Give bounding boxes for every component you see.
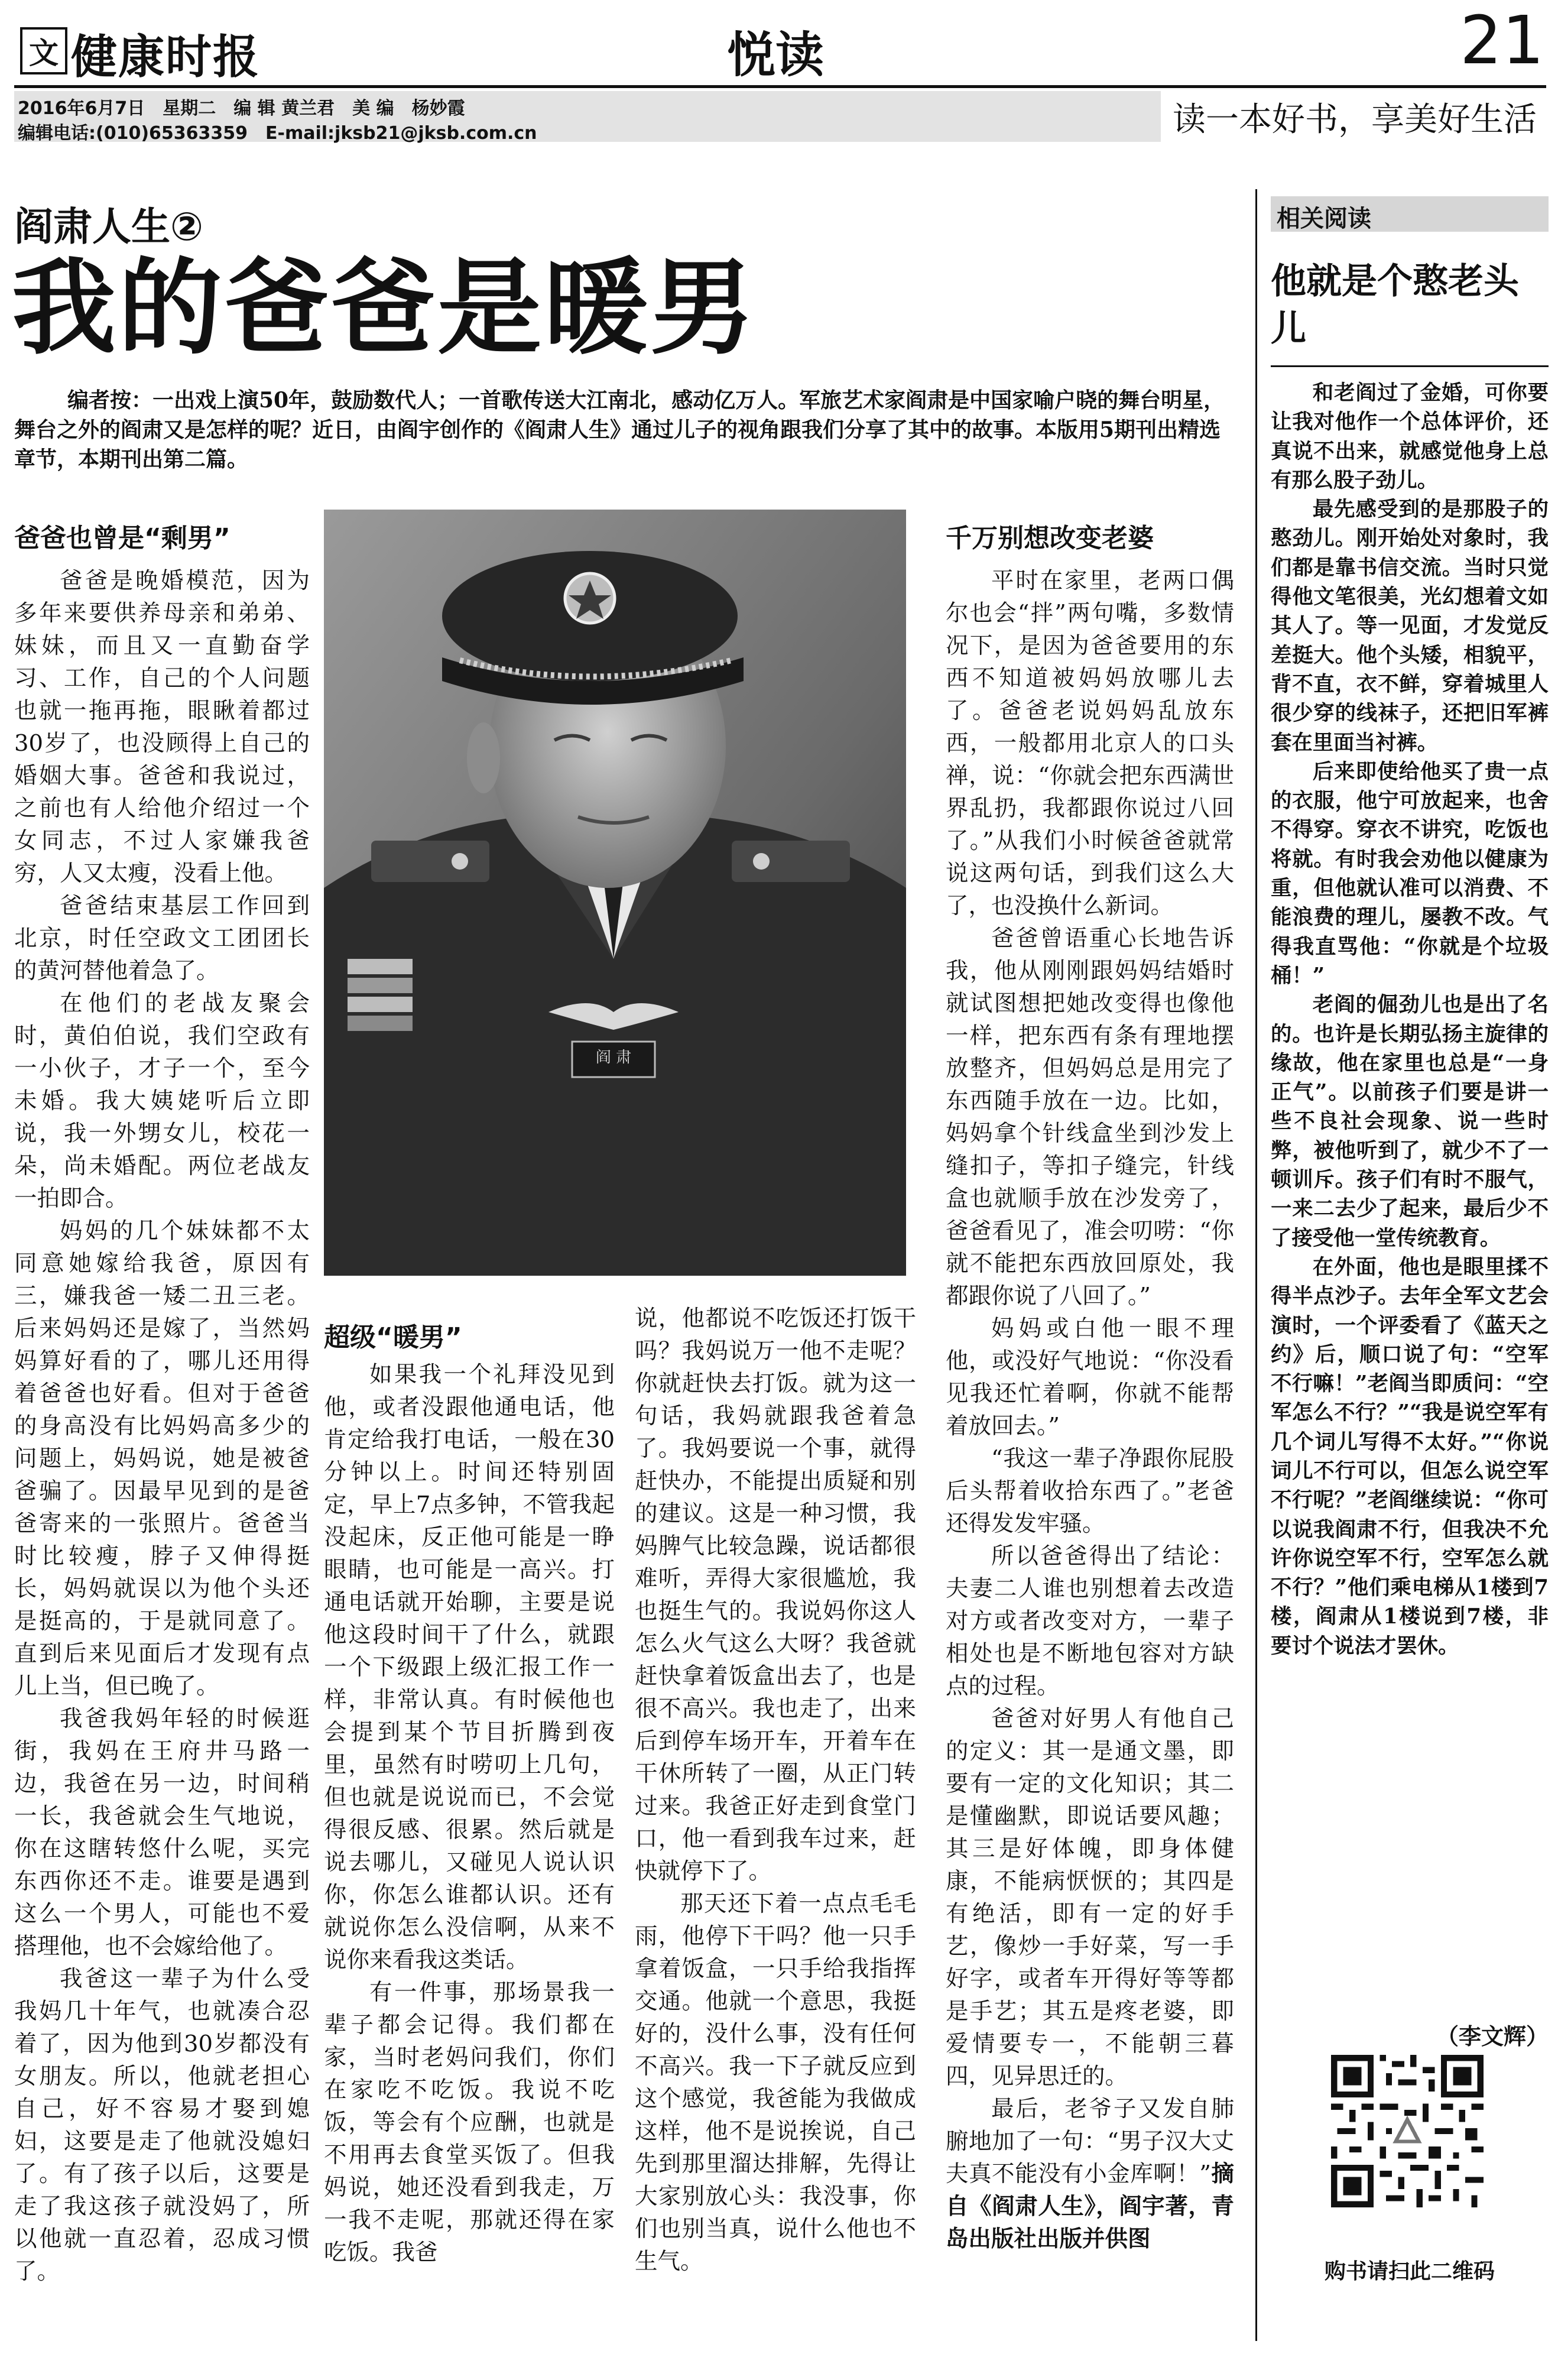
sidebar-rule bbox=[1271, 365, 1549, 367]
editor-contact: 编辑电话:(010)65363359 E-mail:jksb21@jksb.com.cn bbox=[18, 123, 537, 144]
paragraph: 最先感受到的是那股子的憨劲儿。刚开始处对象时，我们都是靠书信交流。当时只觉得他文笔很美，光幻想着文如其人了。等一见面，才发觉反差挺大。他个头矮，相貌平，背不直，衣不鲜，穿着城里人很少穿的线袜子，还把旧军裤套在里面当衬裤。 bbox=[1271, 497, 1549, 755]
article-column-2 bbox=[324, 1358, 615, 2269]
sidebar-article bbox=[1271, 378, 1549, 1661]
paragraph: “我这一辈子净跟你屁股后头帮着收拾东西了。”老爸还得发发牢骚。 bbox=[946, 1445, 1234, 1537]
paragraph: 我爸这一辈子为什么受我妈几十年气，也就凑合忍着了，因为他到30岁都没有女朋友。所以，他就老担心自己，好不容易才娶到媳妇，这要是走了他就没媳妇了。有了孩子以后，这要是走了我这孩子就没妈了，所以他就一直忍着，忍成习惯了。 bbox=[14, 1966, 310, 2285]
article-column-4 bbox=[946, 565, 1234, 2255]
portrait-illustration bbox=[324, 510, 906, 1276]
qr-code-icon[interactable] bbox=[1331, 2055, 1484, 2207]
article-column-3 bbox=[635, 1302, 916, 2278]
paragraph: 爸爸结束基层工作回到北京，时任空政文工团团长的黄河替他着急了。 bbox=[14, 893, 310, 984]
paragraph: 那天还下着一点点毛毛雨，他停下干吗？他一只手拿着饭盒，一只手给我指挥交通。他就一个意思，我挺好的，没什么事，没有任何不高兴。我一下子就反应到这个感觉，我爸能为我做成这样，他不是说挨说，自己先到那里溜达排解，先得让大家别放心头：我没事，你们也别当真，说什么他也不生气。 bbox=[635, 1891, 916, 2275]
article-column-1 bbox=[14, 565, 310, 2288]
page-number: 21 bbox=[1460, 2, 1544, 79]
paragraph-text: 最后，老爷子又发自肺腑地加了一句：“男子汉大丈夫真不能没有小金库啊！” bbox=[946, 2096, 1234, 2187]
subheading-col2: 超级“暖男” bbox=[324, 1322, 462, 1353]
paragraph: 老阎的倔劲儿也是出了名的。也许是长期弘扬主旋律的缘故，他在家里也总是“一身正气”。以前孩子们要是讲一些不良社会现象、说一些时弊，被他听到了，就少不了一顿训斥。孩子们有时不服气，一来二去少了起来，最后少不了接受他一堂传统教育。 bbox=[1271, 993, 1549, 1250]
paragraph: 后来即使给他买了贵一点的衣服，他宁可放起来，也舍不得穿。穿衣不讲究，吃饭也将就。有时我会劝他以健康为重，但他就认准可以消费、不能浪费的理儿，屡教不改。气得我直骂他：“你就是个垃圾桶！” bbox=[1271, 759, 1549, 988]
paragraph bbox=[946, 2093, 1234, 2255]
section-name: 悦读 bbox=[727, 27, 825, 83]
paragraph: 在外面，他也是眼里揉不得半点沙子。去年全军文艺会演时，一个评委看了《蓝天之约》后，顺口说了句：“空军不行嘛！”老阎当即质问：“空军怎么不行？”“我是说空军有几个词儿写得不太好。”“你说词儿不行可以，但怎么说空军不行呢？”老阎继续说：“你可以说我阎肃不行，但我决不允许你说空军不行，空军怎么就不行？”他们乘电梯从1楼到7楼，阎肃从1楼说到7楼，非要讨个说法才罢休。 bbox=[1271, 1254, 1549, 1658]
sidebar-divider bbox=[1255, 189, 1257, 2341]
subheading-col4: 千万别想改变老婆 bbox=[946, 523, 1154, 553]
paragraph: 说，他都说不吃饭还打饭干吗？我妈说万一他不走呢？你就赶快去打饭。就为这一句话，我妈就跟我爸着急了。我妈要说一个事，就得赶快办，不能提出质疑和别的建议。这是一种习惯，我妈脾气比较急躁，说话都很难听，弄得大家很尴尬，我也挺生气的。我说妈你这人怎么火气这么大呀？我爸就赶快拿着饭盒出去了，也是很不高兴。我也走了，出来后到停车场开车，开着车在干休所转了一圈，从正门转过来。我爸正好走到食堂门口，他一看到我车过来，赶快就停下了。 bbox=[635, 1305, 916, 1885]
series-label: 阎肃人生② bbox=[14, 204, 203, 249]
sidebar-title: 他就是个憨老头儿 bbox=[1271, 261, 1519, 349]
qr-code-graphic bbox=[1331, 2055, 1484, 2207]
masthead-rule bbox=[14, 85, 1546, 88]
subheading-col1: 爸爸也曾是“剩男” bbox=[14, 523, 231, 553]
paragraph: 所以爸爸得出了结论：夫妻二人谁也别想着去改造对方或者改变对方，一辈子相处也是不断地包容对方缺点的过程。 bbox=[946, 1543, 1234, 1700]
sidebar-author: （李文辉） bbox=[1436, 2024, 1549, 2050]
source-credit: 摘自《阎肃人生》，阎宇著，青岛出版社出版并供图 bbox=[946, 2161, 1234, 2252]
paragraph: 在他们的老战友聚会时，黄伯伯说，我们空政有一小伙子，才子一个，至今未婚。我大姨姥听后立即说，我一外甥女儿，校花一朵，尚未婚配。两位老战友一拍即合。 bbox=[14, 990, 310, 1212]
sidebar-tag: 相关阅读 bbox=[1277, 205, 1371, 232]
paragraph: 妈妈的几个妹妹都不太同意她嫁给我爸，原因有三，嫌我爸一矮二丑三老。后来妈妈还是嫁了，当然妈妈算好看的了，哪儿还用得着爸爸也好看。但对于爸爸的身高没有比妈妈高多少的问题上，妈妈说，她是被爸爸骗了。因最早见到的是爸爸寄来的一张照片。爸爸当时比较瘦，脖子又伸得挺长，妈妈就误以为他个头还是挺高的，于是就同意了。直到后来见面后才发现有点儿上当，但已晚了。 bbox=[14, 1218, 310, 1700]
newspaper-name: 健康时报 bbox=[71, 30, 261, 84]
section-slogan: 读一本好书，享美好生活 bbox=[1173, 100, 1537, 139]
paragraph: 爸爸曾语重心长地告诉我，他从刚刚跟妈妈结婚时就试图想把她改变得也像他一样，把东西有条有理地摆放整齐，但妈妈总是用完了东西随手放在一边。比如，妈妈拿个针线盒坐到沙发上缝扣子，等扣子缝完，针线盒也就顺手放在沙发旁了，爸爸看见了，准会叨唠：“你就不能把东西放回原处，我都跟你说了八回了。” bbox=[946, 925, 1234, 1309]
portrait-photo bbox=[324, 510, 906, 1276]
paragraph: 如果我一个礼拜没见到他，或者没跟他通电话，他肯定给我打电话，一般在30分钟以上。时间还特别固定，早上7点多钟，不管我起没起床，反正他可能是一睁眼睛，也可能是一高兴。打通电话就开始聊，主要是说他这段时间干了什么，就跟一个下级跟上级汇报工作一样，非常认真。有时候他也会提到某个节目折腾到夜里，虽然有时唠叨上几句，但也就是说说而已，不会觉得很反感、很累。然后就是说去哪儿，又碰见人说认识你，你怎么谁都认识。还有就说你怎么没信啊，从来不说你来看我这类话。 bbox=[324, 1361, 615, 1973]
paragraph: 爸爸对好男人有他自己的定义：其一是通文墨，即要有一定的文化知识；其二是懂幽默，即说话要风趣；其三是好体魄，即身体健康，不能病恹恹的；其四是有绝活，即有一定的好手艺，像炒一手好菜，写一手好字，或者车开得好等等都是手艺；其五是疼老婆，即爱情要专一，不能朝三暮四，见异思迁的。 bbox=[946, 1705, 1234, 2090]
qr-caption: 购书请扫此二维码 bbox=[1324, 2259, 1495, 2284]
paragraph: 有一件事，那场景我一辈子都会记得。我们都在家，当时老妈问我们，你们在家吃不吃饭。我说不吃饭，等会有个应酬，也就是不用再去食堂买饭了。但我妈说，她还没看到我走，万一我不走呢，那就还得在家吃饭。我爸 bbox=[324, 1979, 615, 2266]
paragraph: 爸爸是晚婚模范，因为多年来要供养母亲和弟弟、妹妹，而且又一直勤奋学习、工作，自己的个人问题也就一拖再拖，眼瞅着都过30岁了，也没顾得上自己的婚姻大事。爸爸和我说过，之前也有人给他介绍过一个女同志，不过人家嫌我爸穷，人又太瘦，没看上他。 bbox=[14, 568, 310, 887]
dateline: 2016年6月7日 星期二 编 辑 黄兰君 美 编 杨妙霞 bbox=[18, 98, 465, 119]
paragraph: 我爸我妈年轻的时候逛街，我妈在王府井马路一边，我爸在另一边，时间稍一长，我爸就会生气地说，你在这瞎转悠什么呢，买完东西你还不走。谁要是遇到这么一个男人，可能也不爱搭理他，也不会嫁给他了。 bbox=[14, 1705, 310, 1960]
paragraph: 妈妈或白他一眼不理他，或没好气地说：“你没看见我还忙着啊，你就不能帮着放回去。” bbox=[946, 1315, 1234, 1439]
photo-nameplate: 阎 肃 bbox=[595, 1049, 632, 1066]
paragraph: 平时在家里，老两口偶尔也会“拌”两句嘴，多数情况下，是因为爸爸要用的东西不知道被妈妈放哪儿去了。爸爸老说妈妈乱放东西，一般都用北京人的口头禅，说：“你就会把东西满世界乱扔，我都跟你说过八回了。”从我们小时候爸爸就常说这两句话，到我们这么大了，也没换什么新词。 bbox=[946, 568, 1234, 919]
newspaper-logo-icon: 文 bbox=[20, 27, 67, 74]
paragraph: 和老阎过了金婚，可你要让我对他作一个总体评价，还真说不出来，就感觉他身上总有那么股子劲儿。 bbox=[1271, 381, 1549, 492]
article-title: 我的爸爸是暖男 bbox=[12, 248, 757, 369]
editor-note: 编者按：一出戏上演50年，鼓励数代人；一首歌传送大江南北，感动亿万人。军旅艺术家阎肃是中国家喻户晓的舞台明星，舞台之外的阎肃又是怎样的呢？近日，由阎宇创作的《阎肃人生》通过儿子的视角跟我们分享了其中的故事。本版用5期刊出精选章节，本期刊出第二篇。 bbox=[14, 388, 1225, 472]
